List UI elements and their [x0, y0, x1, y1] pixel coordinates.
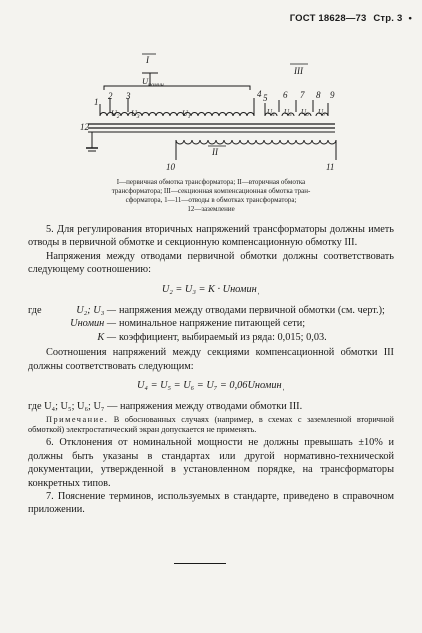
tap-7: 7 [300, 90, 305, 100]
tap-3: 3 [126, 91, 131, 101]
label-u3: $U_3$ [131, 109, 140, 120]
definition-u4-u7: где U₄; U₅; U₆; U₇ — напряжения между отводами обмотки III. [28, 401, 303, 413]
tap-8: 8 [316, 90, 321, 100]
note-text: В обоснованных случаях (например, в схемах с заземленной вторичной обмоткой) электростатический экран допускается не применять. [28, 414, 395, 435]
primary-winding [100, 113, 254, 117]
secondary-winding [176, 140, 336, 144]
definition-term: K — [97, 331, 116, 343]
tap-1: 1 [94, 97, 99, 107]
tap-6: 6 [283, 90, 288, 100]
requirement-paragraph: Напряжения между отводами первичной обмотки должны соответствовать следующему соотношению: [28, 250, 394, 276]
formula-1: U₂ = U₃ = K · Uноминˌ [161, 283, 261, 295]
transformer-winding-diagram [80, 48, 340, 183]
tap-4: 4 [257, 89, 262, 99]
note-heading: Примечание. [46, 414, 109, 424]
tap-5: 5 [263, 93, 268, 103]
label-u7: $U_7$ [318, 108, 326, 118]
clause-7: 7. Пояснение терминов, используемых в стандарте, приведено в справочном приложении. [28, 490, 394, 516]
label-u4: $U_4$ [267, 108, 275, 118]
figure-caption: I—первичная обмотка трансформатора; II—вторичная обмотка трансформатора; III—секционная компенсационная обмотка тран- сформатора, 1—11—отводы в обмотках трансформатора; 12—заземление [111, 178, 311, 213]
label-group-ii: II [212, 147, 218, 157]
tap-9: 9 [330, 90, 335, 100]
header-dot: • [408, 13, 412, 24]
definition-term: U₂; U₃ — [76, 305, 116, 317]
formula-2: U₄ = U₅ = U₆ = U₇ = 0,06Uноминˌ [136, 380, 286, 392]
tap-2: 2 [108, 91, 113, 101]
definition-text: коэффициент, выбираемый из ряда: 0,015; 0,03. [119, 331, 327, 343]
clause-6: 6. Отклонения от номинальной мощности не должны превышать ±10% и должны быть указаны в стандартах или другой нормативно-технической документации, утвержденной в установленном порядке, на трансформаторы конкретных типов. [28, 437, 394, 489]
page-number: Стр. 3 [373, 13, 403, 24]
ratio-paragraph: Соотношения напряжений между секциями компенсационной обмотки III должны соответствовать следующим: [28, 347, 394, 372]
label-u5: $U_5$ [284, 108, 292, 118]
label-group-i: I [146, 55, 149, 65]
clause-5: 5. Для регулирования вторичных напряжений трансформаторы должны иметь отводы в первичной обмотке и секционную компенсационную обмотку III. [28, 224, 394, 249]
end-rule [174, 563, 226, 564]
tap-12: 12 [80, 122, 89, 132]
document-body [28, 223, 394, 517]
definition-text: номинальное напряжение питающей сети; [119, 318, 306, 330]
standard-number: ГОСТ 18628—73 [289, 13, 367, 24]
tap-11: 11 [326, 162, 335, 172]
tap-10: 10 [166, 162, 175, 172]
note [28, 415, 394, 435]
label-u1: $U_1$ [182, 109, 191, 120]
label-group-iii: III [294, 66, 303, 76]
label-u2: $U_2$ [111, 109, 120, 120]
label-u6: $U_6$ [301, 108, 309, 118]
page-header [290, 13, 412, 24]
definition-text: напряжения между отводами первичной обмотки (см. черт.); [119, 305, 385, 317]
definition-term: Uномин — [70, 318, 116, 330]
definitions-table: где U₂; U₃ — напряжения между отводами первичной обмотки (см. черт.); Uномин — номинальное напряжение питающей сети; K — коэффициент, выбираемый из ряда: 0,015; 0,03. [28, 304, 394, 344]
label-u-nom: $U_{номин}$ [142, 76, 164, 89]
